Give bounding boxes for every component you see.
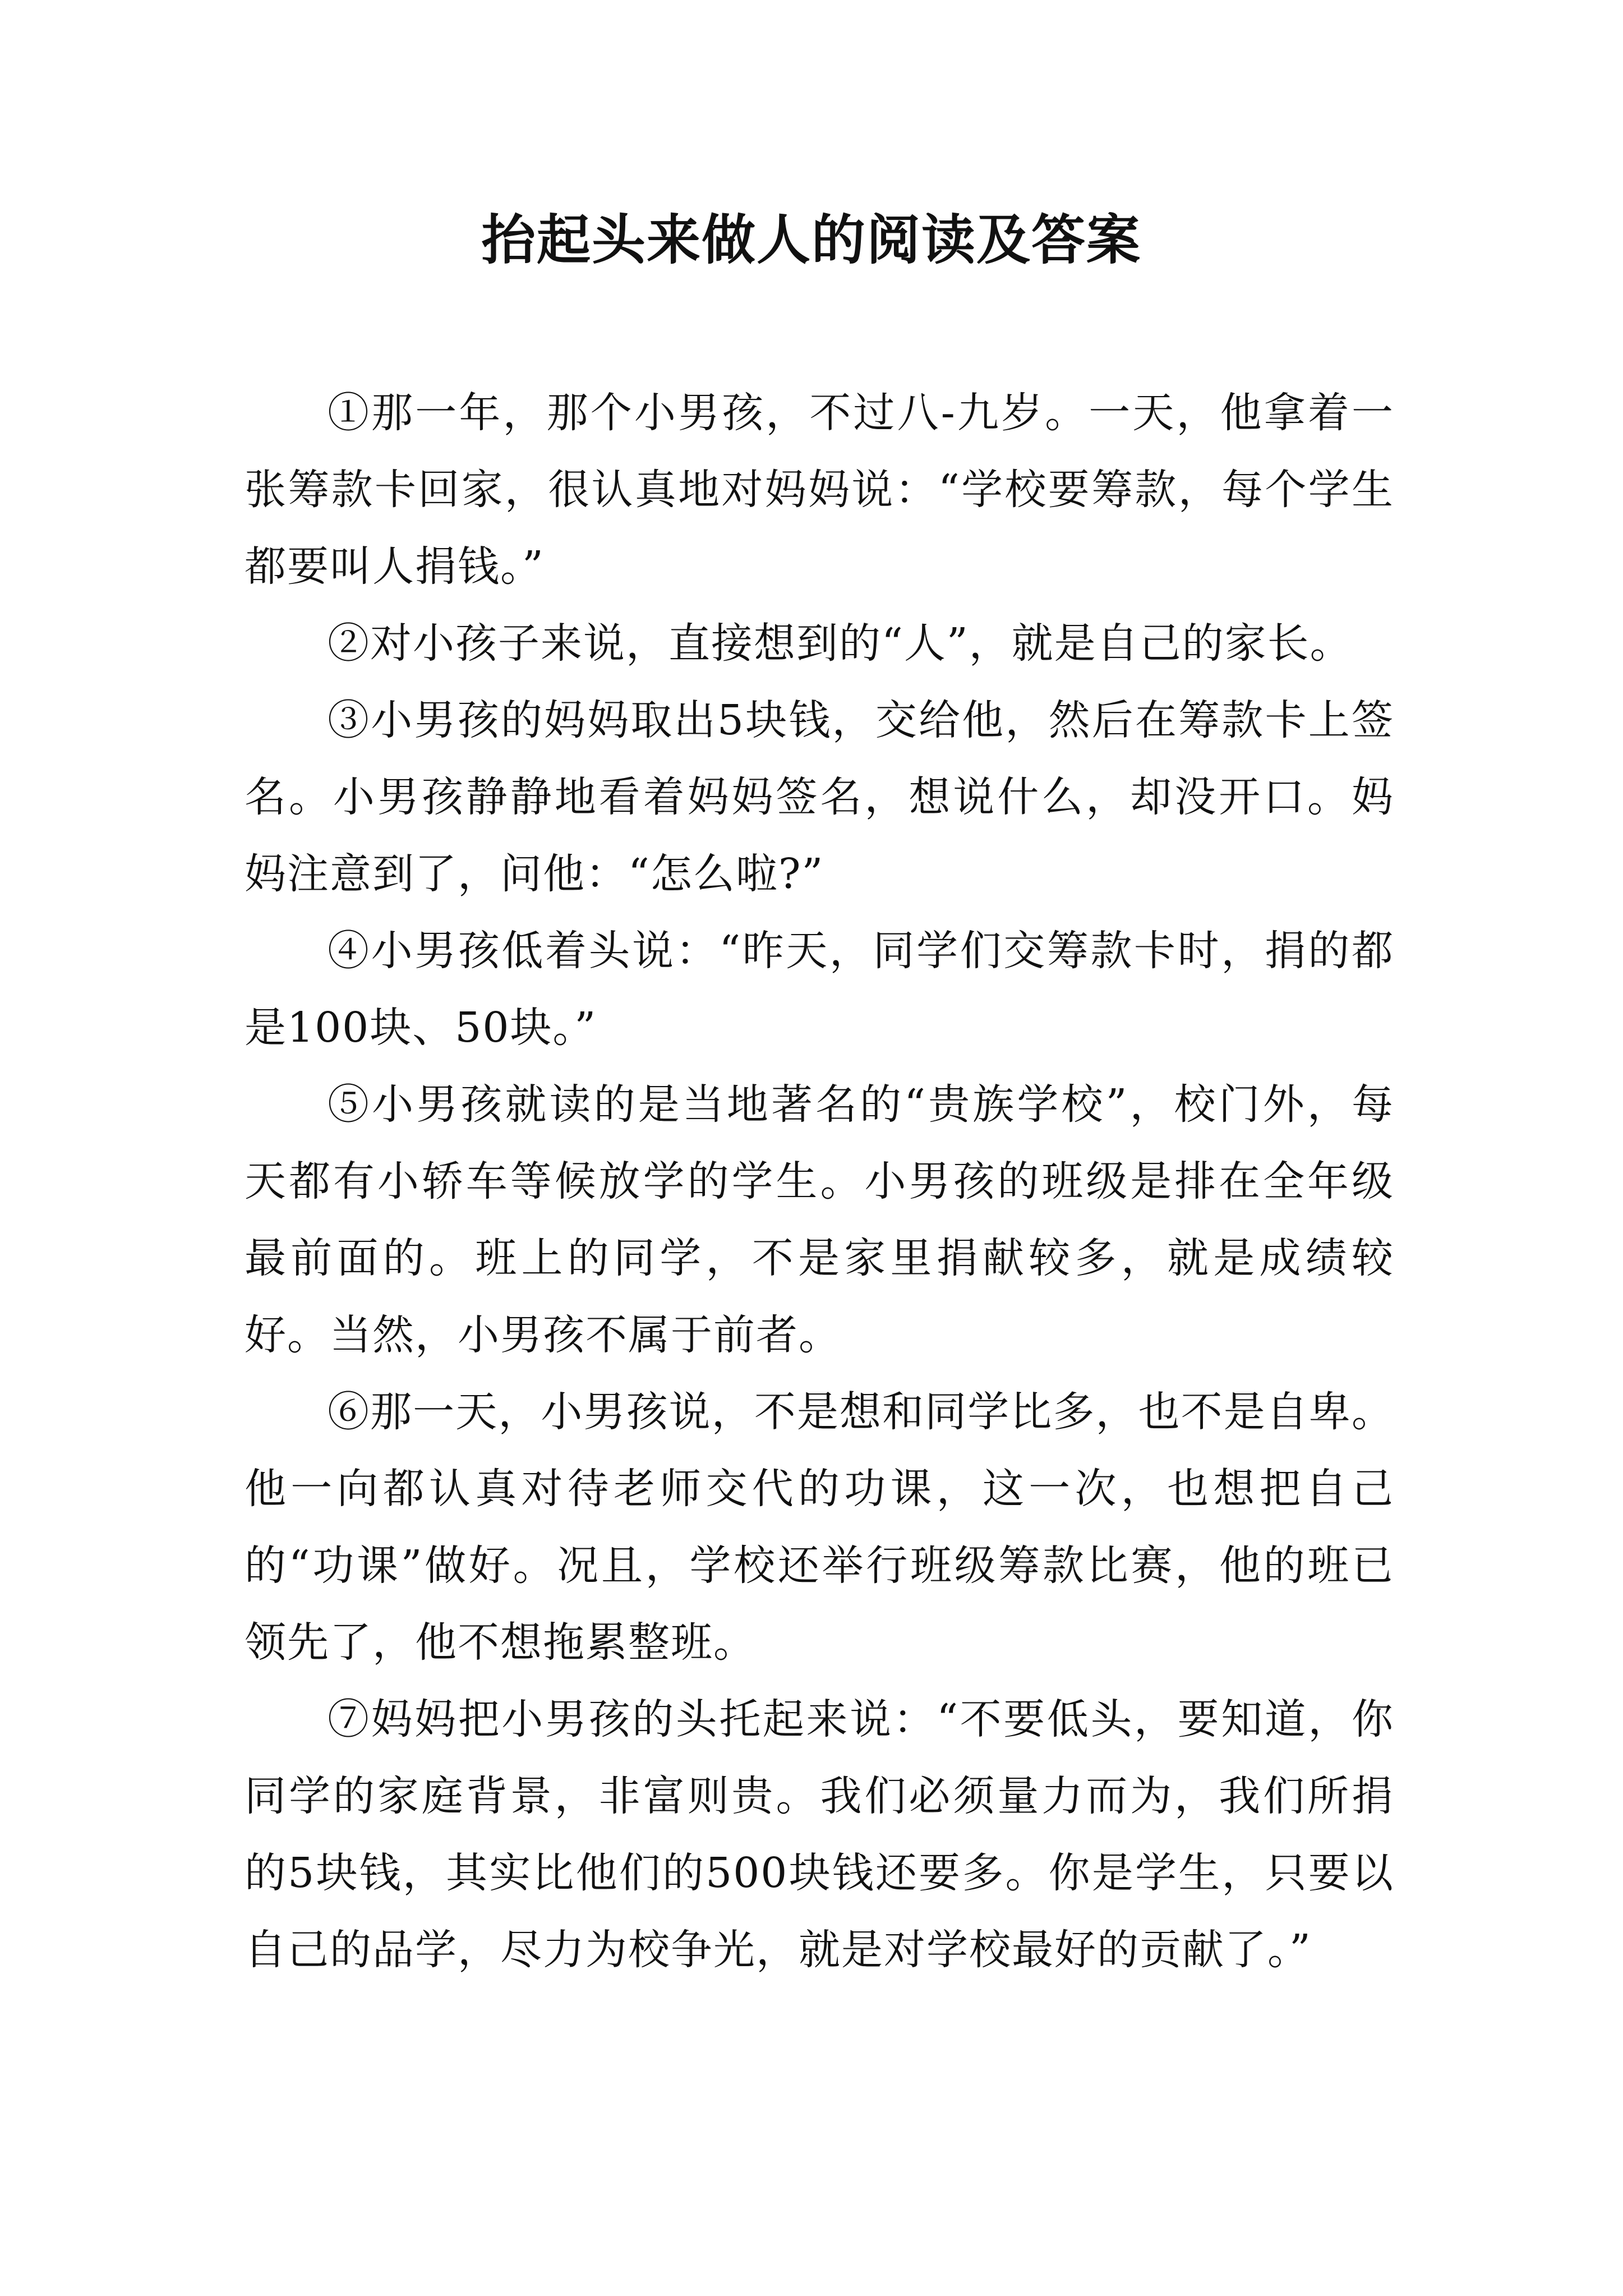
paragraph-3: ③小男孩的妈妈取出5块钱，交给他，然后在筹款卡上签名。小男孩静静地看着妈妈签名，想说什么，却没开口。妈妈注意到了，问他：“怎么啦?” <box>245 696 1394 898</box>
paragraph-1: ①那一年，那个小男孩，不过八-九岁。一天，他拿着一张筹款卡回家，很认真地对妈妈说：“学校要筹款，每个学生都要叫人捐钱。” <box>245 389 1394 591</box>
document-body <box>245 375 1394 1989</box>
paragraph-6: ⑥那一天，小男孩说，不是想和同学比多，也不是自卑。他一向都认真对待老师交代的功课，这一次，也想把自己的“功课”做好。况且，学校还举行班级筹款比赛，他的班已领先了，他不想拖累整班。 <box>245 1388 1394 1667</box>
paragraph-5: ⑤小男孩就读的是当地著名的“贵族学校”，校门外，每天都有小轿车等候放学的学生。小男孩的班级是排在全年级最前面的。班上的同学，不是家里捐献较多，就是成绩较好。当然，小男孩不属于前者。 <box>245 1080 1394 1359</box>
paragraph-4: ④小男孩低着头说：“昨天，同学们交筹款卡时，捐的都是100块、50块。” <box>245 927 1394 1052</box>
document-title: 抬起头来做人的阅读及答案 <box>482 208 1141 272</box>
paragraph-2: ②对小孩子来说，直接想到的“人”，就是自己的家长。 <box>328 619 1353 668</box>
paragraph-7: ⑦妈妈把小男孩的头托起来说：“不要低头，要知道，你同学的家庭背景，非富则贵。我们必须量力而为，我们所捐的5块钱，其实比他们的500块钱还要多。你是学生，只要以自己的品学，尽力为校争光，就是对学校最好的贡献了。” <box>245 1695 1394 1974</box>
